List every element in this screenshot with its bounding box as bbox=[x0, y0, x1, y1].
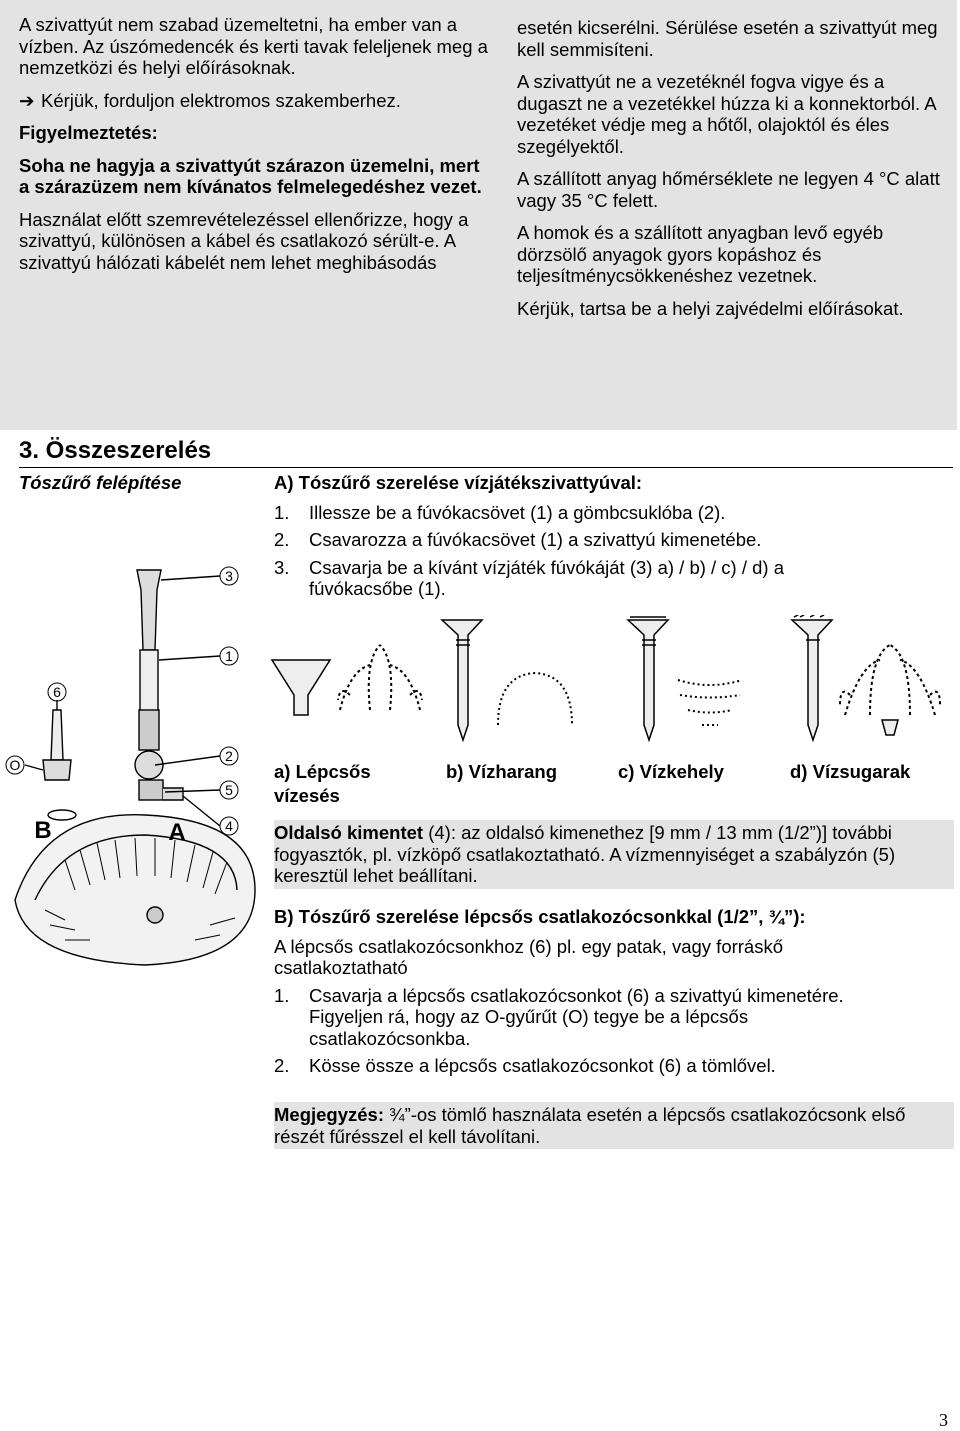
nozzle-illustrations bbox=[270, 615, 950, 750]
note-label: Megjegyzés: bbox=[274, 1104, 385, 1125]
list-item: 2. Kösse össze a lépcsős csatlakozócsonkot (6) a tömlővel. bbox=[274, 1055, 776, 1076]
variant-d-label: d) Vízsugarak bbox=[790, 761, 911, 782]
side-outlet-text: (4): az oldalsó kimenethez [9 mm / 13 mm (1/2”)] további fogyasztók, pl. vízköpő csatlakoztatható. A vízmennyiséget a szabályzón (5) keresztül lehet beállítani. bbox=[274, 822, 896, 886]
callout-5: 5 bbox=[225, 782, 233, 798]
part-b bbox=[274, 906, 954, 1077]
section-divider bbox=[19, 467, 953, 468]
pool-rules-text: A szivattyút nem szabad üzemeltetni, ha ember van a vízben. Az úszómedencék és kerti tavak feleljenek meg a nemzetközi és helyi előírásoknak. bbox=[19, 14, 488, 78]
callout-3: 3 bbox=[225, 568, 233, 584]
callout-6: 6 bbox=[53, 684, 61, 700]
callout-O: O bbox=[9, 757, 21, 773]
page-number: 3 bbox=[939, 1410, 948, 1430]
part-a-heading: A) Tószűrő szerelése vízjátékszivattyúval: bbox=[274, 472, 643, 493]
temperature-text: A szállított anyag hőmérséklete ne legyen 4 °C alatt vagy 35 °C felett. bbox=[517, 168, 940, 211]
warning-right-column bbox=[517, 17, 952, 330]
letter-B: B bbox=[34, 817, 52, 844]
variant-b-label: b) Vízharang bbox=[446, 761, 558, 782]
letter-A: A bbox=[168, 819, 186, 846]
list-item: 1. Illessze be a fúvókacsövet (1) a gömbcsuklóba (2). bbox=[274, 501, 726, 523]
side-outlet-label: Oldalsó kimentet bbox=[274, 822, 424, 843]
dry-run-warning: Soha ne hagyja a szivattyút szárazon üzemelni, mert a szárazüzem nem kívánatos felmelegedéshez vezet. bbox=[19, 154, 482, 197]
variant-c-label: c) Vízkehely bbox=[618, 761, 724, 782]
arrow-icon: ➔ bbox=[19, 89, 35, 111]
sand-wear-text: A homok és a szállított anyagban levő egyéb dörzsölő anyagok gyors kopáshoz és teljesítménycsökkenéshez vezetnek. bbox=[517, 222, 884, 286]
warning-left-column bbox=[19, 14, 489, 284]
inspection-text: Használat előtt szemrevételezéssel ellenőrizze, hogy a szivattyú, különösen a kábel és csatlakozó sérült-e. A szivattyú hálózati kábelét nem lehet meghibásodás bbox=[19, 208, 469, 273]
electrician-note: ➔ Kérjük, forduljon elektromos szakemberhez. bbox=[19, 89, 401, 111]
part-b-intro: A lépcsős csatlakozócsonkhoz (6) pl. egy patak, vagy forráskő csatlakoztatható bbox=[274, 935, 784, 978]
side-outlet-box bbox=[274, 820, 954, 889]
list-item: 3. Csavarja be a kívánt vízjáték fúvókáját (3) a) / b) / c) / d) a fúvókacsőbe (1). bbox=[274, 556, 785, 599]
cable-handling-text: A szivattyút ne a vezetéknél fogva vigye és a dugaszt ne a vezetékkel húzza ki a konnektorból. A vezetéket védje meg a hőtől, olajoktól és éles szegélyektől. bbox=[517, 71, 936, 157]
part-b-heading: B) Tószűrő szerelése lépcsős csatlakozócsonkkal (1/2”, ¾”): bbox=[274, 906, 806, 927]
callout-4: 4 bbox=[225, 818, 233, 834]
warning-label: Figyelmeztetés: bbox=[19, 122, 158, 143]
cable-replacement-text: esetén kicserélni. Sérülése esetén a szivattyút meg kell semmisíteni. bbox=[517, 17, 938, 60]
callout-2: 2 bbox=[225, 748, 233, 764]
list-item: 2. Csavarozza a fúvókacsövet (1) a szivattyú kimenetébe. bbox=[274, 529, 762, 550]
variant-a-label: a) Lépcsős vízesés bbox=[274, 761, 371, 806]
list-item: 1. Csavarja a lépcsős csatlakozócsonkot (6) a szivattyú kimenetére. Figyeljen rá, hogy az O-gyűrűt (O) tegye be a lépcsős csatlakozócsonkba. bbox=[274, 984, 844, 1049]
note-text: ¾”-os tömlő használata esetén a lépcsős csatlakozócsonk első részét fűrésszel el kell távolítani. bbox=[274, 1104, 906, 1147]
callout-1: 1 bbox=[225, 648, 233, 664]
section-title: 3. Összeszerelés bbox=[19, 437, 212, 464]
pond-filter-diagram bbox=[5, 560, 265, 980]
side-heading: Tószűrő felépítése bbox=[19, 472, 182, 493]
part-a bbox=[274, 472, 954, 600]
noise-rules-text: Kérjük, tartsa be a helyi zajvédelmi előírásokat. bbox=[517, 297, 904, 319]
note-box bbox=[274, 1102, 954, 1149]
